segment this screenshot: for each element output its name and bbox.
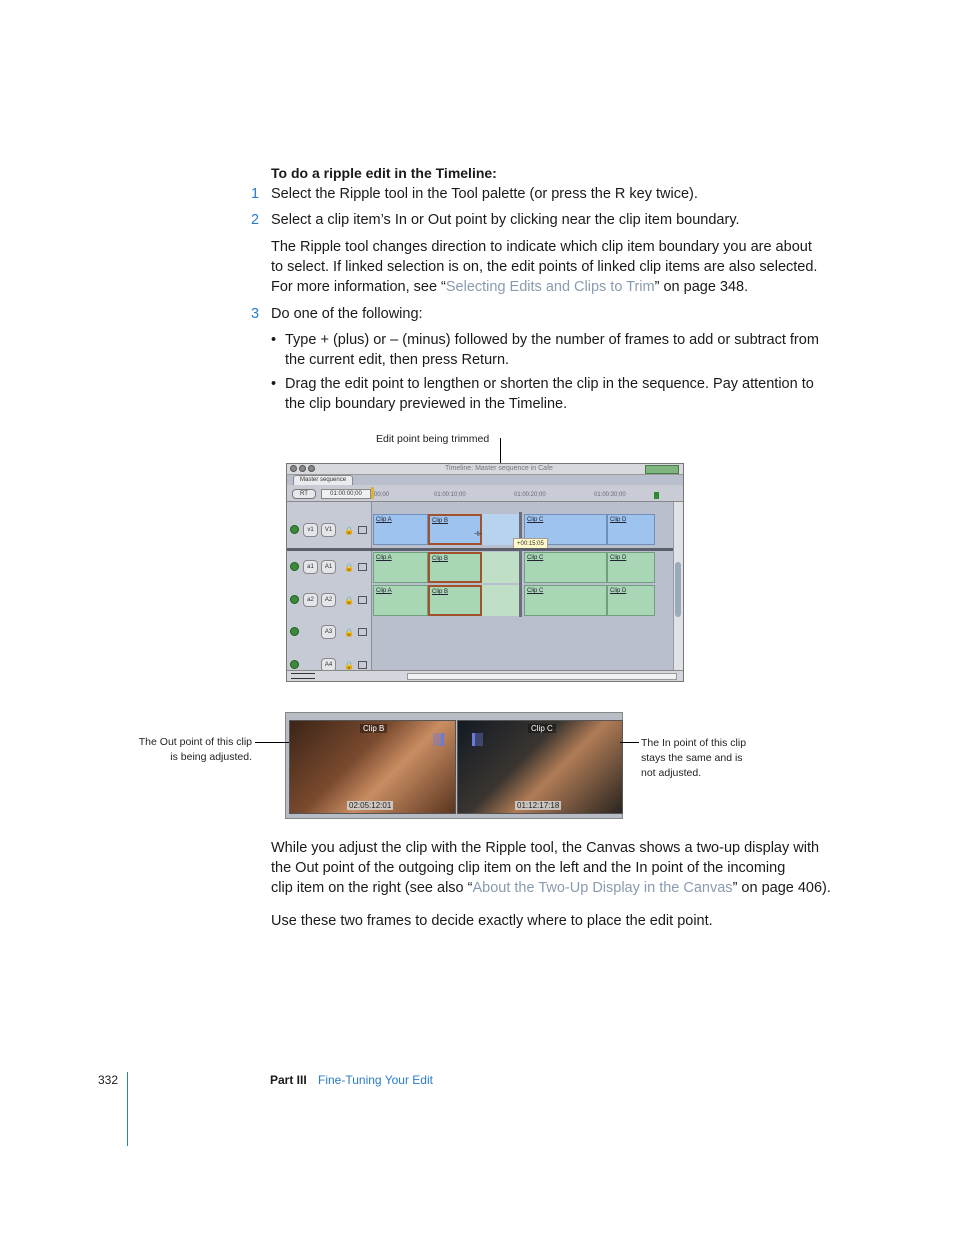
auto-select-icon[interactable] [358, 628, 367, 636]
clip-b-audio2[interactable] [428, 585, 482, 616]
bullet-line: Type + (plus) or – (minus) followed by the number of frames to add or subtract from [285, 332, 819, 348]
track-height-icon[interactable] [291, 673, 315, 679]
callout-line-text: The In point of this clip [641, 737, 747, 749]
procedure-heading: To do a ripple edit in the Timeline: [271, 165, 497, 181]
zoom-slider[interactable] [407, 673, 677, 680]
step-number: 1 [251, 186, 260, 202]
clip-c-audio2[interactable] [524, 585, 607, 616]
canvas-two-up [285, 712, 623, 819]
callout-line-text: The Out point of this clip [138, 736, 252, 748]
text: clip item on the right (see also “ [271, 880, 473, 896]
clip-b-audio1[interactable] [428, 552, 482, 583]
clip-d-audio2[interactable] [607, 585, 655, 616]
ruler-label: 01:00:10;00 [434, 492, 466, 498]
callout-line-text: is being adjusted. [170, 751, 252, 763]
bullet-line: the current edit, then press Return. [285, 352, 510, 368]
clip-label: Clip B [432, 518, 449, 524]
out-point-icon [433, 733, 444, 746]
clip-label: Clip B [432, 556, 449, 562]
dest-track-a2[interactable]: A2 [321, 593, 336, 607]
auto-select-icon[interactable] [358, 526, 367, 534]
clip-label: Clip C [527, 517, 544, 523]
ruler-label: 00;00 [374, 492, 390, 498]
timeline-window [286, 463, 684, 682]
lock-icon[interactable]: 🔒 [344, 526, 354, 535]
step-text: Do one of the following: [271, 306, 423, 322]
lock-icon[interactable]: 🔒 [344, 628, 354, 637]
window-title: Timeline: Master sequence in Cafe [445, 465, 553, 472]
frame-timecode: 01:12:17:18 [517, 801, 560, 810]
clip-label: Clip C [527, 588, 544, 594]
clip-a-audio1[interactable] [373, 552, 428, 583]
clip-label: Clip A [376, 588, 392, 594]
callout-line-text: stays the same and is [641, 752, 743, 764]
snapping-icon[interactable] [654, 492, 659, 499]
minimize-button[interactable] [299, 465, 306, 472]
source-track-a1[interactable]: a1 [303, 560, 318, 574]
step-number: 3 [251, 306, 260, 322]
clip-label: Clip A [376, 555, 392, 561]
ripple-cursor-icon: ⟛ [474, 528, 483, 538]
frame-clip-name: Clip C [528, 724, 556, 733]
footer-rule [127, 1072, 128, 1146]
close-button[interactable] [290, 465, 297, 472]
step-text: Select the Ripple tool in the Tool palette (or press the R key twice). [271, 186, 698, 202]
sequence-tab[interactable]: Master sequence [293, 475, 353, 485]
bottom-toolbar [287, 670, 683, 681]
bullet-line: Drag the edit point to lengthen or shorten the clip in the sequence. Pay attention to [285, 376, 814, 392]
frame-clip-name: Clip B [360, 724, 387, 733]
page-number: 332 [98, 1073, 119, 1087]
zoom-button[interactable] [308, 465, 315, 472]
text: ” on page 406). [732, 880, 831, 896]
callout-in-point [641, 736, 781, 781]
ruler-label: 01:00:30;00 [594, 492, 626, 498]
playhead-icon[interactable] [371, 487, 374, 499]
para-line: While you adjust the clip with the Ripple tool, the Canvas shows a two-up display with [271, 840, 820, 856]
lock-icon[interactable]: 🔒 [344, 661, 354, 670]
clip-a-audio2[interactable] [373, 585, 428, 616]
para-line [271, 878, 841, 898]
para-line: The Ripple tool changes direction to indicate which clip item boundary you are about [271, 239, 812, 255]
lock-icon[interactable]: 🔒 [344, 563, 354, 572]
source-track-a2[interactable]: a2 [303, 593, 318, 607]
clip-b-video[interactable] [428, 514, 482, 545]
current-timecode[interactable]: 01:00:00;00 [321, 489, 371, 499]
video-audio-divider [287, 548, 683, 551]
ripple-gap-audio2 [482, 585, 519, 616]
source-track-v1[interactable]: v1 [303, 523, 318, 537]
closing-paragraph [271, 838, 841, 898]
track-audio-icon[interactable] [290, 660, 299, 669]
track-audio-icon[interactable] [290, 627, 299, 636]
scroll-thumb[interactable] [675, 562, 681, 617]
lock-icon[interactable]: 🔒 [344, 596, 354, 605]
para-line [271, 277, 831, 297]
bullet-item [285, 330, 835, 370]
title-bar [287, 464, 683, 475]
step2-paragraph [271, 237, 831, 297]
step-text: Select a clip item’s In or Out point by clicking near the clip item boundary. [271, 212, 740, 228]
ruler-bar [287, 485, 683, 502]
outgoing-frame [289, 720, 456, 814]
incoming-frame [457, 720, 623, 814]
callout-line [255, 742, 289, 743]
clip-label: Clip B [432, 589, 449, 595]
vertical-scrollbar[interactable] [673, 502, 683, 671]
clip-d-video[interactable] [607, 514, 655, 545]
timeline-options-button[interactable] [645, 465, 679, 474]
para-line: to select. If linked selection is on, the edit points of linked clip items are also selected. [271, 259, 818, 275]
bullet-marker: • [271, 376, 277, 392]
frame-timecode: 02:05:12:01 [349, 801, 392, 810]
dest-track-a1[interactable]: A1 [321, 560, 336, 574]
track-visibility-icon[interactable] [290, 525, 299, 534]
closing-paragraph: Use these two frames to decide exactly where to place the edit point. [271, 913, 713, 929]
auto-select-icon[interactable] [358, 563, 367, 571]
bullet-marker: • [271, 332, 277, 348]
auto-select-icon[interactable] [358, 661, 367, 669]
edit-boundary-marker [519, 550, 522, 617]
rt-menu[interactable]: RT [292, 489, 316, 499]
clip-label: Clip C [527, 555, 544, 561]
cross-reference-link[interactable]: About the Two-Up Display in the Canvas [472, 880, 733, 896]
clip-label: Clip D [610, 588, 627, 594]
ripple-gap-audio1 [482, 552, 519, 583]
callout-edit-point: Edit point being trimmed [376, 433, 490, 445]
clip-label: Clip D [610, 517, 627, 523]
track-audio-icon[interactable] [290, 562, 299, 571]
track-audio-icon[interactable] [290, 595, 299, 604]
step-number: 2 [251, 212, 260, 228]
footer-part: Part III [270, 1073, 307, 1087]
clip-label: Clip A [376, 517, 392, 523]
footer-section: Fine-Tuning Your Edit [318, 1073, 433, 1087]
cross-reference-link[interactable]: Selecting Edits and Clips to Trim [445, 279, 655, 295]
bullet-line: the clip boundary previewed in the Timeline. [285, 396, 568, 412]
text: ” on page 348. [654, 279, 749, 295]
clip-c-audio1[interactable] [524, 552, 607, 583]
callout-line [620, 742, 639, 743]
clip-a-video[interactable] [373, 514, 428, 545]
callout-line-text: not adjusted. [641, 767, 702, 779]
auto-select-icon[interactable] [358, 596, 367, 604]
dest-track-a3[interactable]: A3 [321, 625, 336, 639]
in-point-icon [472, 733, 483, 746]
dest-track-a4[interactable]: A4 [321, 658, 336, 672]
clip-d-audio1[interactable] [607, 552, 655, 583]
callout-out-point [100, 735, 252, 765]
bullet-item [285, 374, 835, 414]
para-line: the Out point of the outgoing clip item on the left and the In point of the incoming [271, 860, 786, 876]
text: For more information, see “ [271, 279, 446, 295]
ruler-label: 01:00:20;00 [514, 492, 546, 498]
ripple-tooltip: +00:15:05 [513, 538, 548, 550]
clip-label: Clip D [610, 555, 627, 561]
dest-track-v1[interactable]: V1 [321, 523, 336, 537]
